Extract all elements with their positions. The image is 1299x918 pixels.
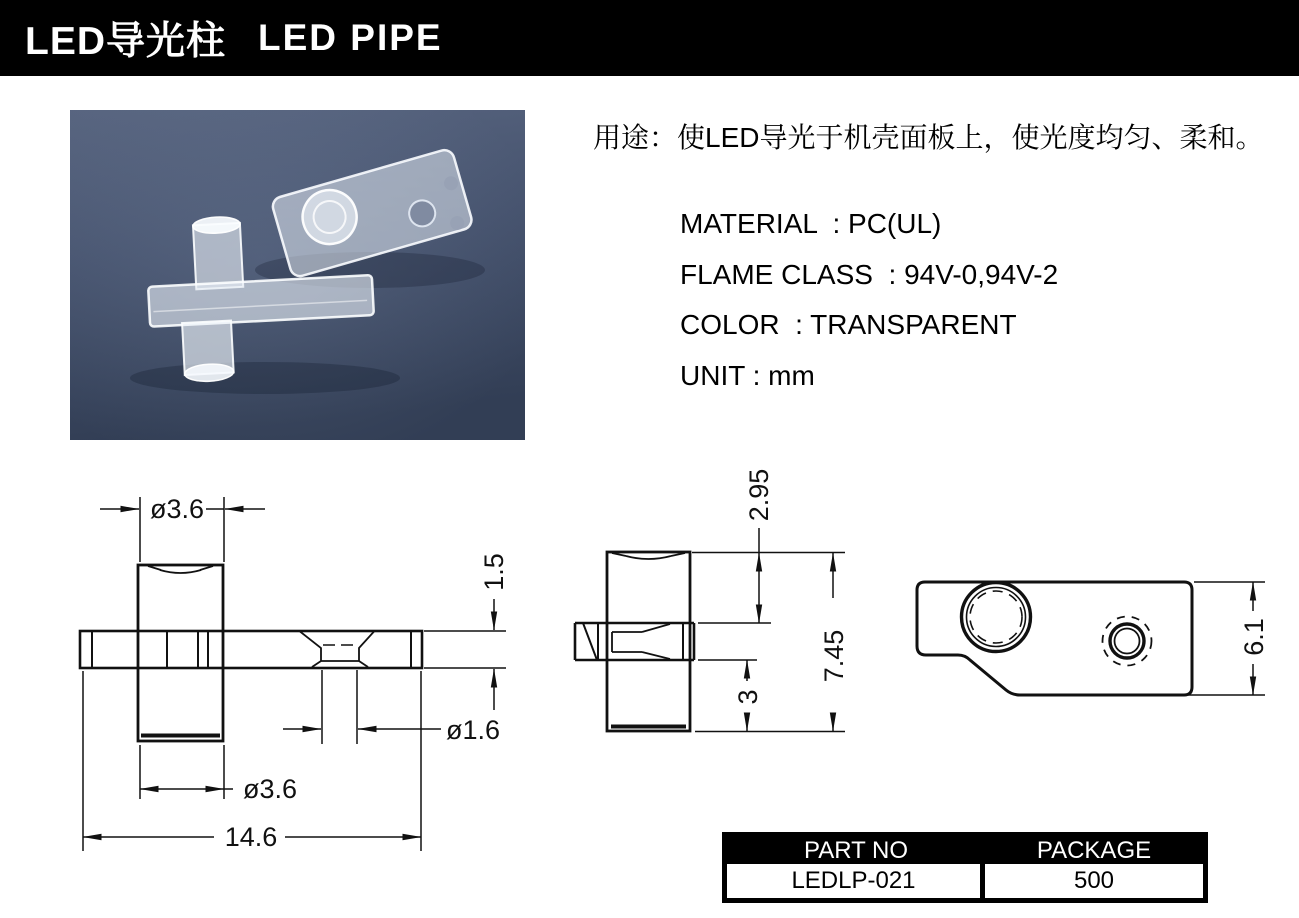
spec-color: COLOR : TRANSPARENT — [680, 309, 1017, 340]
dim-top-diameter: ø3.6 — [149, 494, 205, 524]
dim-bottom-diameter: ø3.6 — [243, 774, 298, 804]
dim-bottom-height: 3 — [733, 689, 763, 705]
usage-text: 用途：使LED导光于机壳面板上，使光度均匀、柔和。 — [593, 122, 1264, 153]
page-header — [0, 0, 1299, 76]
part-table-row — [727, 864, 1203, 898]
top-view-dimension-labels — [1239, 618, 1269, 656]
dim-overall-length: 14.6 — [224, 822, 278, 852]
side-view-part — [575, 552, 694, 731]
dim-hole-diameter: ø1.6 — [446, 715, 501, 745]
package-value: 500 — [1073, 867, 1115, 894]
front-view-part — [80, 565, 422, 741]
dim-plate-width: 6.1 — [1239, 618, 1269, 656]
part-table-header-part-no: PART NO — [803, 836, 909, 864]
page-title-cn: LED导光柱 — [25, 20, 227, 63]
product-photo — [70, 110, 525, 440]
side-view — [575, 469, 849, 732]
spec-list — [680, 208, 1058, 410]
spec-material: MATERIAL : PC(UL) — [680, 208, 942, 239]
side-view-dimension-labels — [733, 469, 849, 705]
spec-unit: UNIT : mm — [680, 359, 815, 391]
top-view-part — [917, 582, 1192, 695]
photo-shadow — [130, 362, 400, 394]
spec-flame-class: FLAME CLASS : 94V-0,94V-2 — [680, 258, 1059, 290]
product-photo-art — [70, 110, 525, 440]
page-title-en: LED PIPE — [258, 17, 443, 58]
dim-top-height: 2.95 — [744, 468, 774, 522]
part-table-header — [727, 837, 1203, 864]
dim-flange-thickness: 1.5 — [479, 553, 509, 591]
front-view-dimension-labels — [150, 494, 509, 852]
part-no-value: LEDLP-021 — [727, 864, 985, 898]
part-table — [722, 832, 1208, 903]
front-view — [80, 494, 509, 852]
top-view — [917, 582, 1269, 695]
dim-overall-height: 7.45 — [819, 629, 849, 683]
part-table-header-package: PACKAGE — [1036, 836, 1152, 864]
